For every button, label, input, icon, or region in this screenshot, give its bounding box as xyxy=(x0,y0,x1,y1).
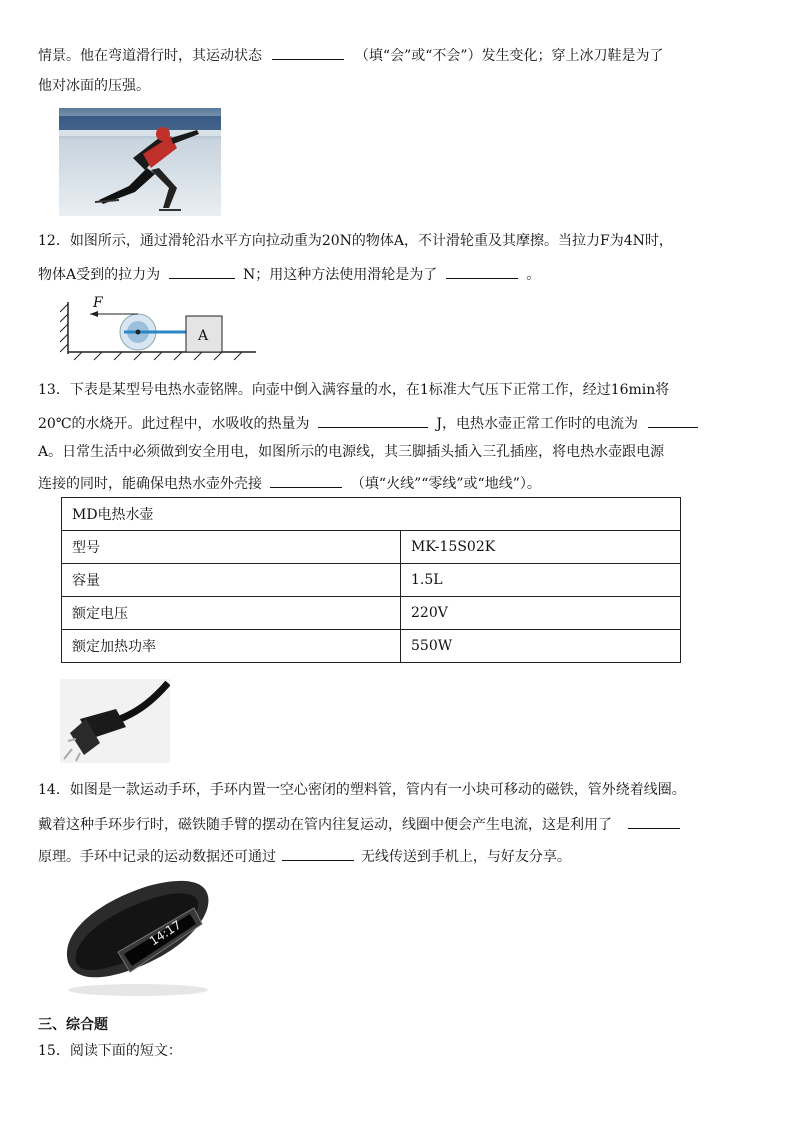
fitness-band-photo xyxy=(58,872,218,1002)
pulley-force-label: F xyxy=(93,295,103,311)
q12-text-b: N；用这种方法使用滑轮是为了 xyxy=(243,267,438,283)
table-row xyxy=(62,597,681,630)
band-display-time: 14:17 xyxy=(146,917,184,949)
q14-blank-1[interactable] xyxy=(628,813,680,829)
table-cell-label: 额定电压 xyxy=(62,597,401,630)
q13-line2 xyxy=(38,412,698,434)
q11-blank-1[interactable] xyxy=(272,44,344,60)
section-heading: 三、综合题 xyxy=(38,1017,108,1033)
skater-photo xyxy=(59,108,221,216)
q11-text-b: （填“会”或“不会”）发生变化；穿上冰刀鞋是为了 xyxy=(354,48,664,64)
q13-line1: 13．下表是某型号电热水壶铭牌。向壶中倒入满容量的水，在1标准大气压下正常工作，经过16min将 xyxy=(38,382,670,398)
q13-line3: A。日常生活中必须做到安全用电，如图所示的电源线，其三脚插头插入三孔插座，将电热水壶跟电源 xyxy=(38,444,665,460)
table-cell-label: 容量 xyxy=(62,564,401,597)
table-row xyxy=(62,564,681,597)
q11-line2: 他对冰面的压强。 xyxy=(38,78,150,94)
table-row xyxy=(62,630,681,663)
table-cell-value: 220V xyxy=(401,597,681,630)
q13-blank-3[interactable] xyxy=(270,472,342,488)
q11-text-a: 情景。他在弯道滑行时，其运动状态 xyxy=(38,48,262,64)
q12-text-c: 。 xyxy=(526,267,541,283)
q12-blank-2[interactable] xyxy=(446,263,518,279)
q12-line1: 12．如图所示，通过滑轮沿水平方向拉动重为20N的物体A，不计滑轮重及其摩擦。当拉力F为4N时， xyxy=(38,233,673,249)
q14-text-b: 原理。手环中记录的运动数据还可通过 xyxy=(38,849,276,865)
table-cell-label: 额定加热功率 xyxy=(62,630,401,663)
table-row xyxy=(62,531,681,564)
pulley-block-label: A xyxy=(198,328,209,344)
q14-text-c: 无线传送到手机上，与好友分享。 xyxy=(360,849,571,865)
q12-text-a: 物体A受到的拉力为 xyxy=(38,267,161,283)
q14-line3 xyxy=(38,845,571,867)
table-cell-value: 1.5L xyxy=(401,564,681,597)
q15-intro: 15．阅读下面的短文： xyxy=(38,1043,182,1059)
q13-text-a: 20℃的水烧开。此过程中，水吸收的热量为 xyxy=(38,416,310,432)
table-cell-value: 550W xyxy=(401,630,681,663)
q13-text-b: J，电热水壶正常工作时的电流为 xyxy=(436,416,639,432)
q13-text-c: 连接的同时，能确保电热水壶外壳接 xyxy=(38,476,262,492)
q13-blank-1[interactable] xyxy=(318,412,428,428)
q12-blank-1[interactable] xyxy=(169,263,235,279)
table-cell-value: MK-15S02K xyxy=(401,531,681,564)
pulley-figure xyxy=(60,292,260,362)
q14-blank-2[interactable] xyxy=(282,845,354,861)
q12-line2 xyxy=(38,263,540,285)
table-cell-label: 型号 xyxy=(62,531,401,564)
q11-line1 xyxy=(38,44,664,66)
table-title-row xyxy=(62,498,681,531)
kettle-spec-table xyxy=(61,497,681,663)
plug-photo xyxy=(60,679,170,763)
q13-blank-2[interactable] xyxy=(648,412,698,428)
q13-line4 xyxy=(38,472,541,494)
table-title: MD电热水壶 xyxy=(62,498,681,531)
q14-text-a: 戴着这种手环步行时，磁铁随手臂的摆动在管内往复运动，线圈中便会产生电流，这是利用了 xyxy=(38,817,612,833)
q14-line1: 14．如图是一款运动手环，手环内置一空心密闭的塑料管，管内有一小块可移动的磁铁，管外绕着线圈。 xyxy=(38,782,686,798)
q14-line2 xyxy=(38,813,680,835)
q13-text-d: （填“火线”“零线”或“地线”）。 xyxy=(350,476,541,492)
